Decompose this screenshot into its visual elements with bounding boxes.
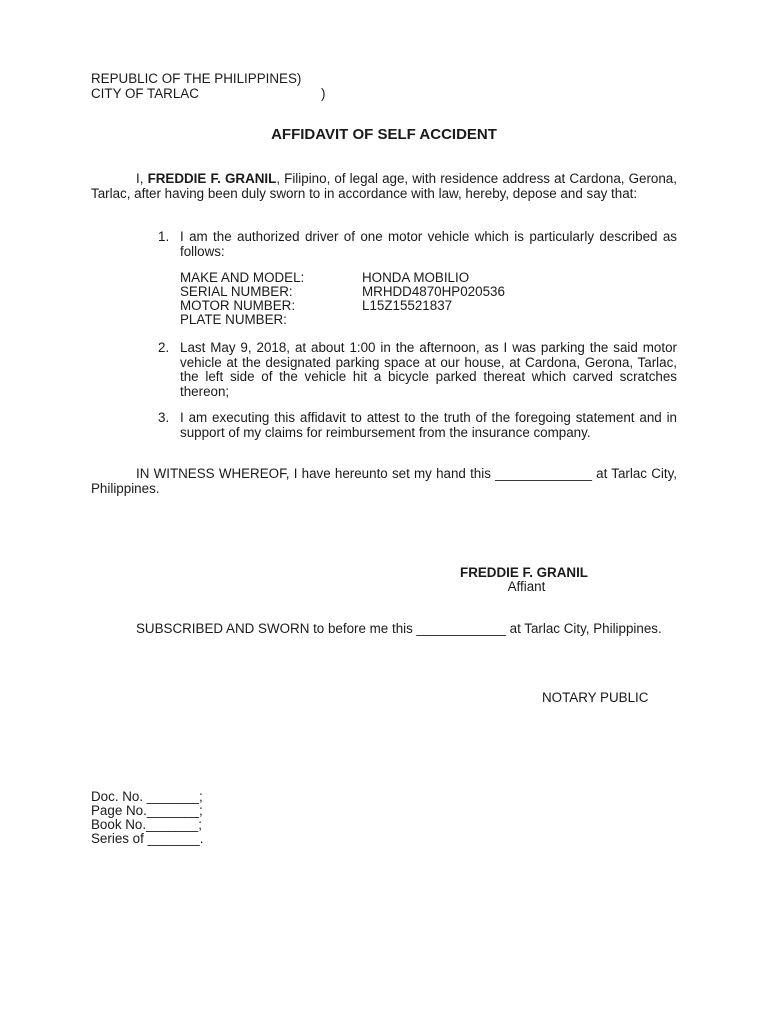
doc-ref-line: Book No._______; (91, 817, 202, 832)
vehicle-value: HONDA MOBILIO (362, 270, 470, 285)
item-text: Last May 9, 2018, at about 1:00 in the afternoon, as I was parking the said motor vehicle at the designated parking space at our house, at Cardona, Gerona, Tarlac, the left side of the vehicle hit a bicycle parked thereat which carved scratches thereon; (180, 340, 677, 399)
doc-ref-line: Page No._______; (91, 803, 203, 818)
intro-prefix: I, (136, 171, 148, 186)
jurat-clause: SUBSCRIBED AND SWORN to before me this ____________ at Tarlac City, Philippines. (136, 621, 662, 636)
notary-public-label: NOTARY PUBLIC (542, 690, 649, 705)
signatory-name: FREDDIE F. GRANIL (460, 565, 588, 580)
header-line-1: REPUBLIC OF THE PHILIPPINES) (91, 71, 302, 86)
item-number: 3. (158, 410, 170, 425)
document-title: AFFIDAVIT OF SELF ACCIDENT (271, 126, 497, 143)
intro-paragraph (91, 172, 677, 201)
item-text: I am executing this affidavit to attest to the truth of the foregoing statement and in support of my claims for reimbursement from the insurance company. (180, 410, 677, 440)
header-line-2: CITY OF TARLAC (91, 86, 199, 101)
vehicle-label: MOTOR NUMBER: (180, 298, 296, 313)
vehicle-label: MAKE AND MODEL: (180, 270, 305, 285)
vehicle-value: L15Z15521837 (362, 298, 453, 313)
header-paren: ) (321, 86, 326, 101)
vehicle-value: MRHDD4870HP020536 (362, 284, 505, 299)
doc-ref-line: Series of _______. (91, 831, 204, 846)
item-text: I am the authorized driver of one motor vehicle which is particularly described as follows: (180, 229, 677, 259)
signatory-role: Affiant (507, 579, 546, 594)
doc-ref-line: Doc. No. _______; (91, 789, 203, 804)
item-number: 2. (158, 340, 170, 355)
item-number: 1. (158, 229, 170, 244)
intro-rest: , Filipino, of legal age, with residence address at Cardona, Gerona, Tarlac, after having been duly sworn to in accordance with law, hereby, depose and say that: (91, 171, 677, 201)
vehicle-label: PLATE NUMBER: (180, 312, 287, 327)
witness-clause: IN WITNESS WHEREOF, I have hereunto set my hand this _____________ at Tarlac City, Philippines. (91, 466, 677, 496)
vehicle-label: SERIAL NUMBER: (180, 284, 293, 299)
affiant-name: FREDDIE F. GRANIL (147, 171, 277, 186)
